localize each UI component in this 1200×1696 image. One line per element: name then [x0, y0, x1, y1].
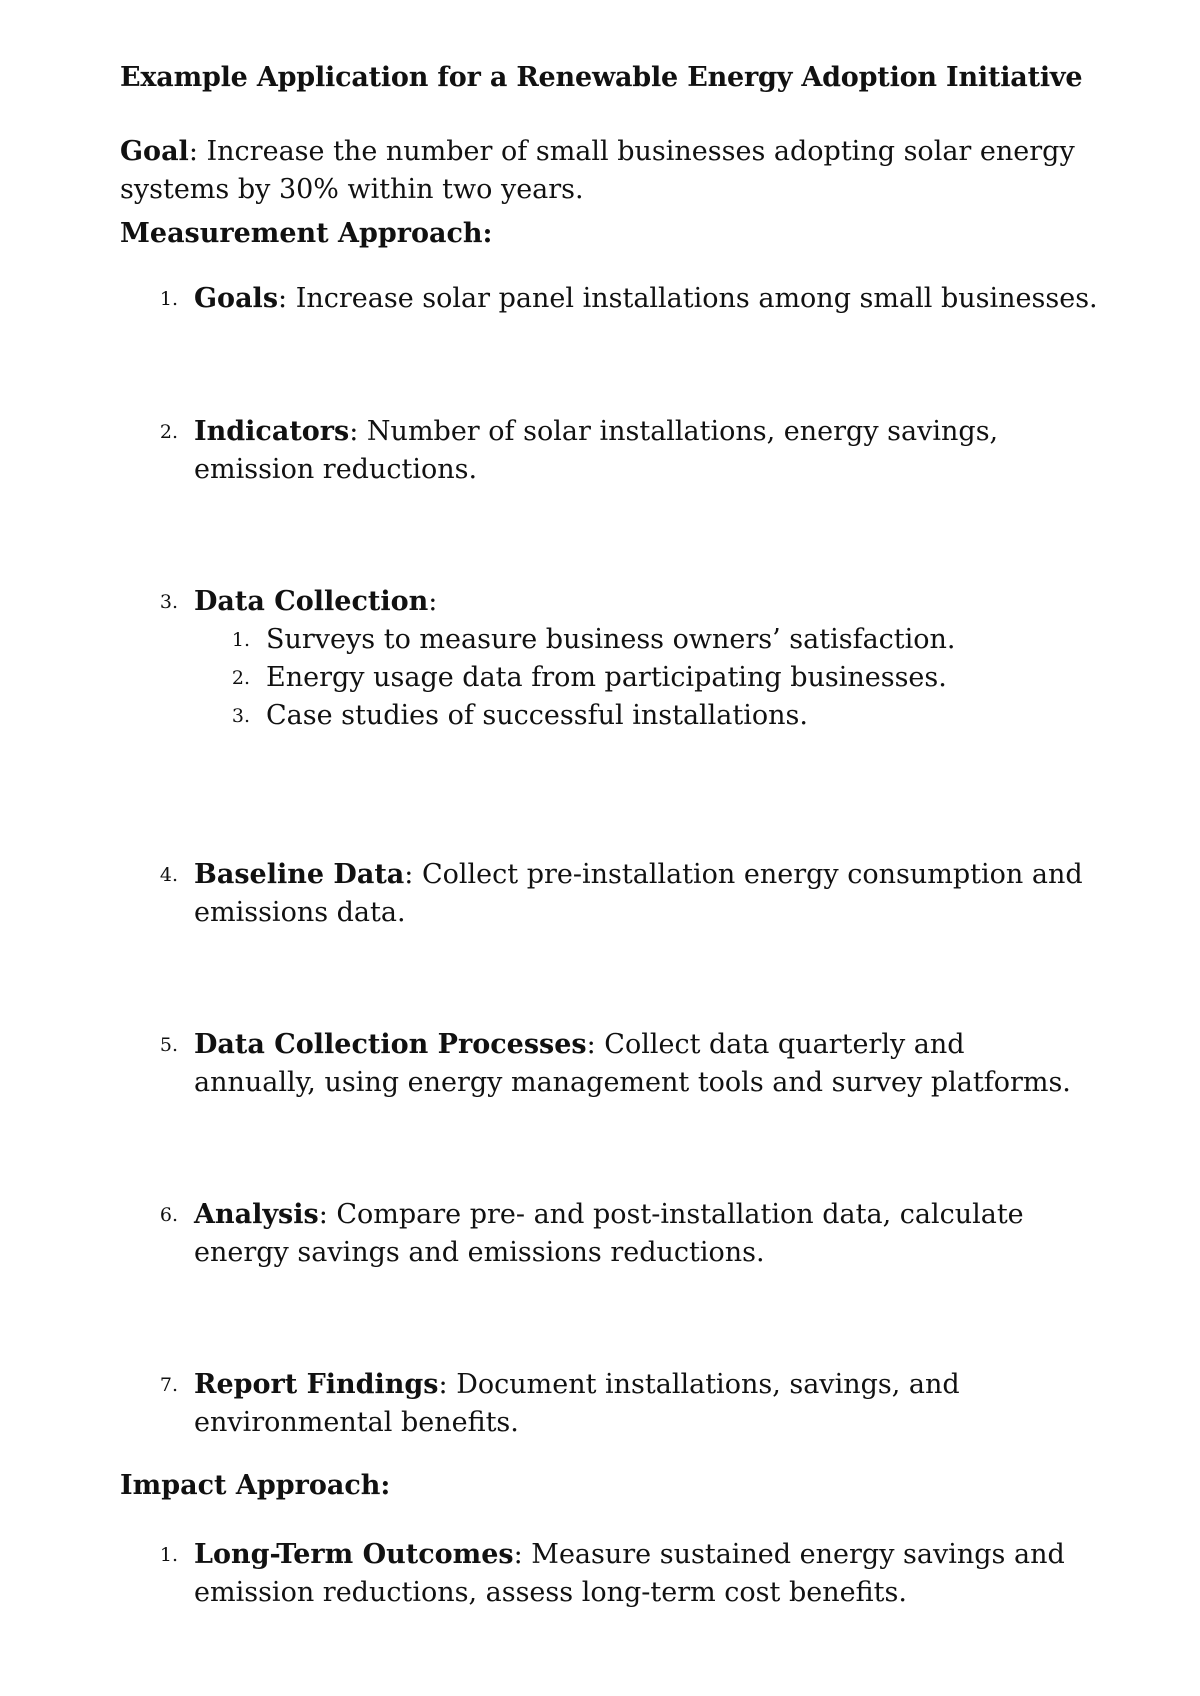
- sub-item-text: Energy usage data from participating businesses.: [266, 662, 947, 693]
- list-number: 4.: [159, 864, 178, 886]
- impact-heading: Impact Approach:: [120, 1470, 391, 1501]
- list-item: [150, 1366, 1100, 1442]
- item-label: Goals: [194, 283, 279, 314]
- sub-list-number: 2.: [231, 667, 250, 689]
- goal-label: Goal: [120, 136, 189, 167]
- item-label: Report Findings: [194, 1369, 439, 1400]
- sub-list-item: [222, 621, 1102, 659]
- item-label: Indicators: [194, 416, 350, 447]
- item-label: Data Collection Processes: [194, 1029, 587, 1060]
- item-text: :: [428, 586, 438, 617]
- list-item: [150, 413, 1100, 489]
- sub-item-text: Surveys to measure business owners’ satisfaction.: [266, 624, 956, 655]
- list-item: [150, 1536, 1100, 1612]
- item-label: Long-Term Outcomes: [194, 1539, 514, 1570]
- item-text: : Collect pre-installation energy consumption and emissions data.: [194, 859, 1083, 928]
- item-label: Analysis: [194, 1199, 319, 1230]
- list-number: 2.: [159, 421, 178, 443]
- goal-text: : Increase the number of small businesses adopting solar energy systems by 30% within two years.: [120, 136, 1075, 205]
- list-number: 1.: [159, 288, 178, 310]
- item-text: : Measure sustained energy savings and emission reductions, assess long-term cost benefits.: [194, 1539, 1065, 1608]
- list-item: [150, 1196, 1100, 1272]
- sub-list-item: [222, 697, 1102, 735]
- list-item: [150, 1026, 1100, 1102]
- sub-list-number: 1.: [231, 629, 250, 651]
- item-text: : Document installations, savings, and environmental benefits.: [194, 1369, 960, 1438]
- item-text: : Collect data quarterly and annually, using energy management tools and survey platforms.: [194, 1029, 1071, 1098]
- sub-list-number: 3.: [231, 705, 250, 727]
- item-text: : Increase solar panel installations among small businesses.: [278, 283, 1098, 314]
- list-number: 6.: [159, 1204, 178, 1226]
- list-number: 5.: [159, 1034, 178, 1056]
- list-number: 3.: [159, 591, 178, 613]
- list-item: [150, 856, 1100, 932]
- document-title: Example Application for a Renewable Energy Adoption Initiative: [120, 62, 1083, 93]
- list-item: [150, 583, 1100, 621]
- measurement-heading: Measurement Approach:: [120, 218, 493, 249]
- sub-list-item: [222, 659, 1102, 697]
- goal-paragraph: [120, 133, 1100, 209]
- list-item: [150, 280, 1100, 318]
- list-number: 1.: [159, 1544, 178, 1566]
- item-label: Data Collection: [194, 586, 429, 617]
- list-number: 7.: [159, 1374, 178, 1396]
- item-label: Baseline Data: [194, 859, 405, 890]
- item-text: : Number of solar installations, energy savings, emission reductions.: [194, 416, 999, 485]
- sub-item-text: Case studies of successful installations.: [266, 700, 808, 731]
- item-text: : Compare pre- and post-installation data, calculate energy savings and emissions reductions.: [194, 1199, 1024, 1268]
